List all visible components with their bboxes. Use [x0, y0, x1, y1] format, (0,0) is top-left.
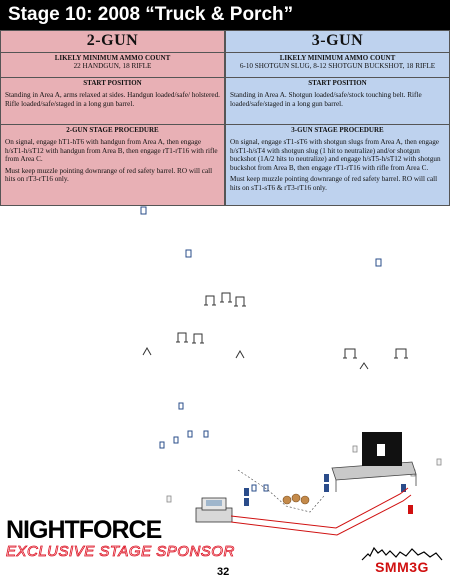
red-safety-barrel-icon: [408, 505, 413, 514]
sponsor-tagline: EXCLUSIVE STAGE SPONSOR: [6, 543, 235, 560]
hay-bale-icon: [301, 496, 309, 504]
target-stand-icon: [176, 333, 188, 342]
target-stand-icon: [236, 351, 244, 358]
target-stand-icon: [343, 349, 357, 358]
truck-window: [206, 500, 222, 506]
paper-target-icon: [160, 442, 164, 448]
target-stand-icon: [394, 349, 408, 358]
three-gun-procedure-section: [226, 124, 449, 198]
target-stand-icon: [143, 348, 151, 355]
smm3g-logo-text: SMM3G: [375, 559, 429, 575]
three-gun-start-section: [226, 77, 449, 124]
three-gun-procedure-heading: 3-GUN STAGE PROCEDURE: [291, 126, 384, 134]
three-gun-ammo-heading: LIKELY MINIMUM AMMO COUNT: [279, 54, 396, 62]
three-gun-procedure-paragraph: On signal, engage sT1-sT6 with shotgun slugs from Area A, then engage h/sT1-h/sT4 with shotgun slug (1 hit to neutralize) and/or shotgun buckshot (1A/2 hits to neutralize) and engage h/sT5-h/sT12 with shotgun buckshot from Area B, then engage rT1-rT16 with rifle from Area C.: [230, 138, 441, 172]
stage-title: Stage 10: 2008 “Truck & Porch”: [8, 4, 294, 25]
target-stand-icon: [192, 334, 204, 343]
no-shoot-target-icon: [167, 496, 171, 502]
paper-target-icon: [252, 485, 256, 491]
three-gun-column: [225, 30, 450, 206]
two-gun-ammo-section: [1, 52, 224, 77]
three-gun-start-heading: START POSITION: [308, 79, 367, 87]
page-number: 32: [217, 566, 230, 578]
hay-bale-icon: [283, 496, 291, 504]
no-shoot-target-icon: [353, 446, 357, 452]
paper-target-icon: [141, 207, 146, 214]
two-gun-procedure-note: Must keep muzzle pointing downrange of red safety barrel. RO will call hits on rT3-rT16 only.: [5, 166, 213, 184]
hay-bales: [283, 494, 309, 504]
porch-door: [377, 444, 385, 456]
target-stand-icon: [220, 293, 232, 302]
shooting-path-dashes: [238, 470, 324, 512]
two-gun-ammo-text: 22 HANDGUN, 18 RIFLE: [73, 62, 152, 70]
two-gun-procedure-text: [5, 138, 220, 184]
three-gun-procedure-note: Must keep muzzle pointing downrange of red safety barrel. RO will call hits on sT1-sT6 & rT3-rT16 only.: [230, 175, 438, 192]
stage-header: [0, 0, 450, 30]
porch-structure: [332, 432, 416, 492]
rifle-target-stands: [143, 293, 408, 369]
three-gun-start-text: Standing in Area A. Shotgun loaded/safe/stock touching belt. Rifle loaded/safe/staged in a long gun barrel.: [230, 91, 422, 108]
paper-target-icon: [179, 403, 183, 409]
two-gun-start-section: [1, 77, 224, 124]
two-gun-column: [0, 30, 225, 206]
no-shoot-target-icon: [437, 459, 441, 465]
sponsor-block: [6, 516, 235, 560]
shooting-area-lines: [231, 488, 411, 535]
three-gun-ammo-section: [226, 52, 449, 77]
stage-diagram: [0, 206, 450, 546]
paper-target-icon: [174, 437, 178, 443]
two-gun-procedure-heading: 2-GUN STAGE PROCEDURE: [66, 126, 159, 134]
sponsor-logo: NIGHTFORCE: [6, 516, 162, 544]
three-gun-title: 3-GUN: [311, 32, 364, 49]
smm3g-logo: [360, 540, 444, 578]
two-gun-start-heading: START POSITION: [83, 79, 142, 87]
paper-target-icon: [376, 259, 381, 266]
hay-bale-icon: [292, 494, 300, 502]
blue-barrel-icon: [244, 488, 249, 496]
two-gun-ammo-heading: LIKELY MINIMUM AMMO COUNT: [54, 54, 171, 62]
blue-barrel-icon: [324, 474, 329, 482]
blue-barrel-icon: [324, 484, 329, 492]
three-gun-ammo-text: 6-10 SHOTGUN SLUG, 8-12 SHOTGUN BUCKSHOT, 18 RIFLE: [239, 62, 436, 70]
two-gun-start-text: Standing in Area A, arms relaxed at sides. Handgun loaded/safe/ holstered. Rifle loaded/safe/staged in a long gun barrel.: [5, 91, 220, 108]
target-stand-icon: [204, 296, 216, 305]
paper-target-icon: [186, 250, 191, 257]
two-gun-procedure-paragraph: On signal, engage hT1-hT6 with handgun from Area A, then engage h/sT1-h/sT12 with handgun from Area B, then engage rT1-rT16 with rifle from Area C.: [5, 138, 218, 164]
three-gun-procedure-text: [230, 138, 445, 193]
blue-barrel-icon: [244, 498, 249, 506]
two-gun-title: 2-GUN: [86, 32, 139, 49]
paper-target-icon: [204, 431, 208, 437]
two-gun-procedure-section: [1, 124, 224, 189]
target-stand-icon: [360, 363, 368, 369]
paper-target-icon: [188, 431, 192, 437]
target-stand-icon: [234, 297, 246, 306]
